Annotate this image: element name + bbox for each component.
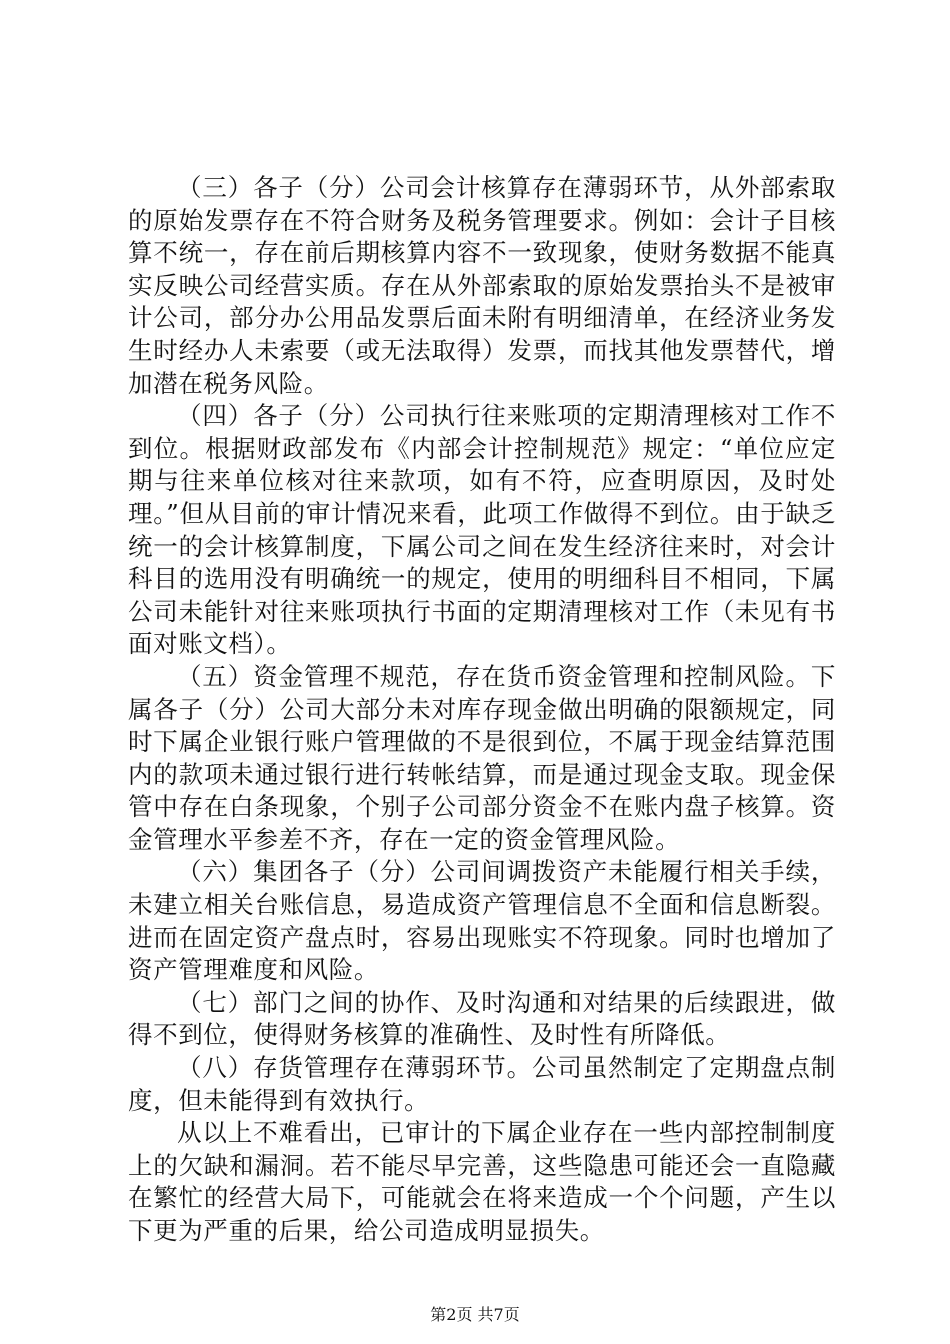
paragraph-4: （四）各子（分）公司执行往来账项的定期清理核对工作不到位。根据财政部发布《内部会计控制规范》规定：“单位应定期与往来单位核对往来款项，如有不符，应查明原因，及时处理。”但从目前的审计情况来看，此项工作做得不到位。由于缺乏统一的会计核算制度，下属公司之间在发生经济往来时，对会计科目的选用没有明确统一的规定，使用的明细科目不相同，下属公司未能针对往来账项执行书面的定期清理核对工作（未见有书面对账文档）。 <box>128 401 836 659</box>
paragraph-3: （三）各子（分）公司会计核算存在薄弱环节，从外部索取的原始发票存在不符合财务及税务管理要求。例如：会计子目核算不统一，存在前后期核算内容不一致现象，使财务数据不能真实反映公司经营实质。存在从外部索取的原始发票抬头不是被审计公司，部分办公用品发票后面未附有明细清单，在经济业务发生时经办人未索要（或无法取得）发票，而找其他发票替代，增加潜在税务风险。 <box>128 173 836 398</box>
paragraph-7: （七）部门之间的协作、及时沟通和对结果的后续跟进，做得不到位，使得财务核算的准确性、及时性有所降低。 <box>128 987 836 1050</box>
paragraph-6: （六）集团各子（分）公司间调拨资产未能履行相关手续，未建立相关台账信息，易造成资产管理信息不全面和信息断裂。进而在固定资产盘点时，容易出现账实不符现象。同时也增加了资产管理难度和风险。 <box>128 857 836 985</box>
paragraph-summary: 从以上不难看出，已审计的下属企业存在一些内部控制制度上的欠缺和漏洞。若不能尽早完善，这些隐患可能还会一直隐藏在繁忙的经营大局下，可能就会在将来造成一个个问题，产生以下更为严重的后果，给公司造成明显损失。 <box>128 1118 836 1245</box>
paragraph-5: （五）资金管理不规范，存在货币资金管理和控制风险。下属各子（分）公司大部分未对库存现金做出明确的限额规定，同时下属企业银行账户管理做的不是很到位，不属于现金结算范围内的款项未通过银行进行转帐结算，而是通过现金支取。现金保管中存在白条现象，个别子公司部分资金不在账内盘子核算。资金管理水平参差不齐，存在一定的资金管理风险。 <box>128 661 836 854</box>
document-body <box>128 172 836 1248</box>
page-number-footer: 第2页 共7页 <box>430 1305 520 1324</box>
paragraph-8: （八）存货管理存在薄弱环节。公司虽然制定了定期盘点制度，但未能得到有效执行。 <box>128 1053 836 1115</box>
